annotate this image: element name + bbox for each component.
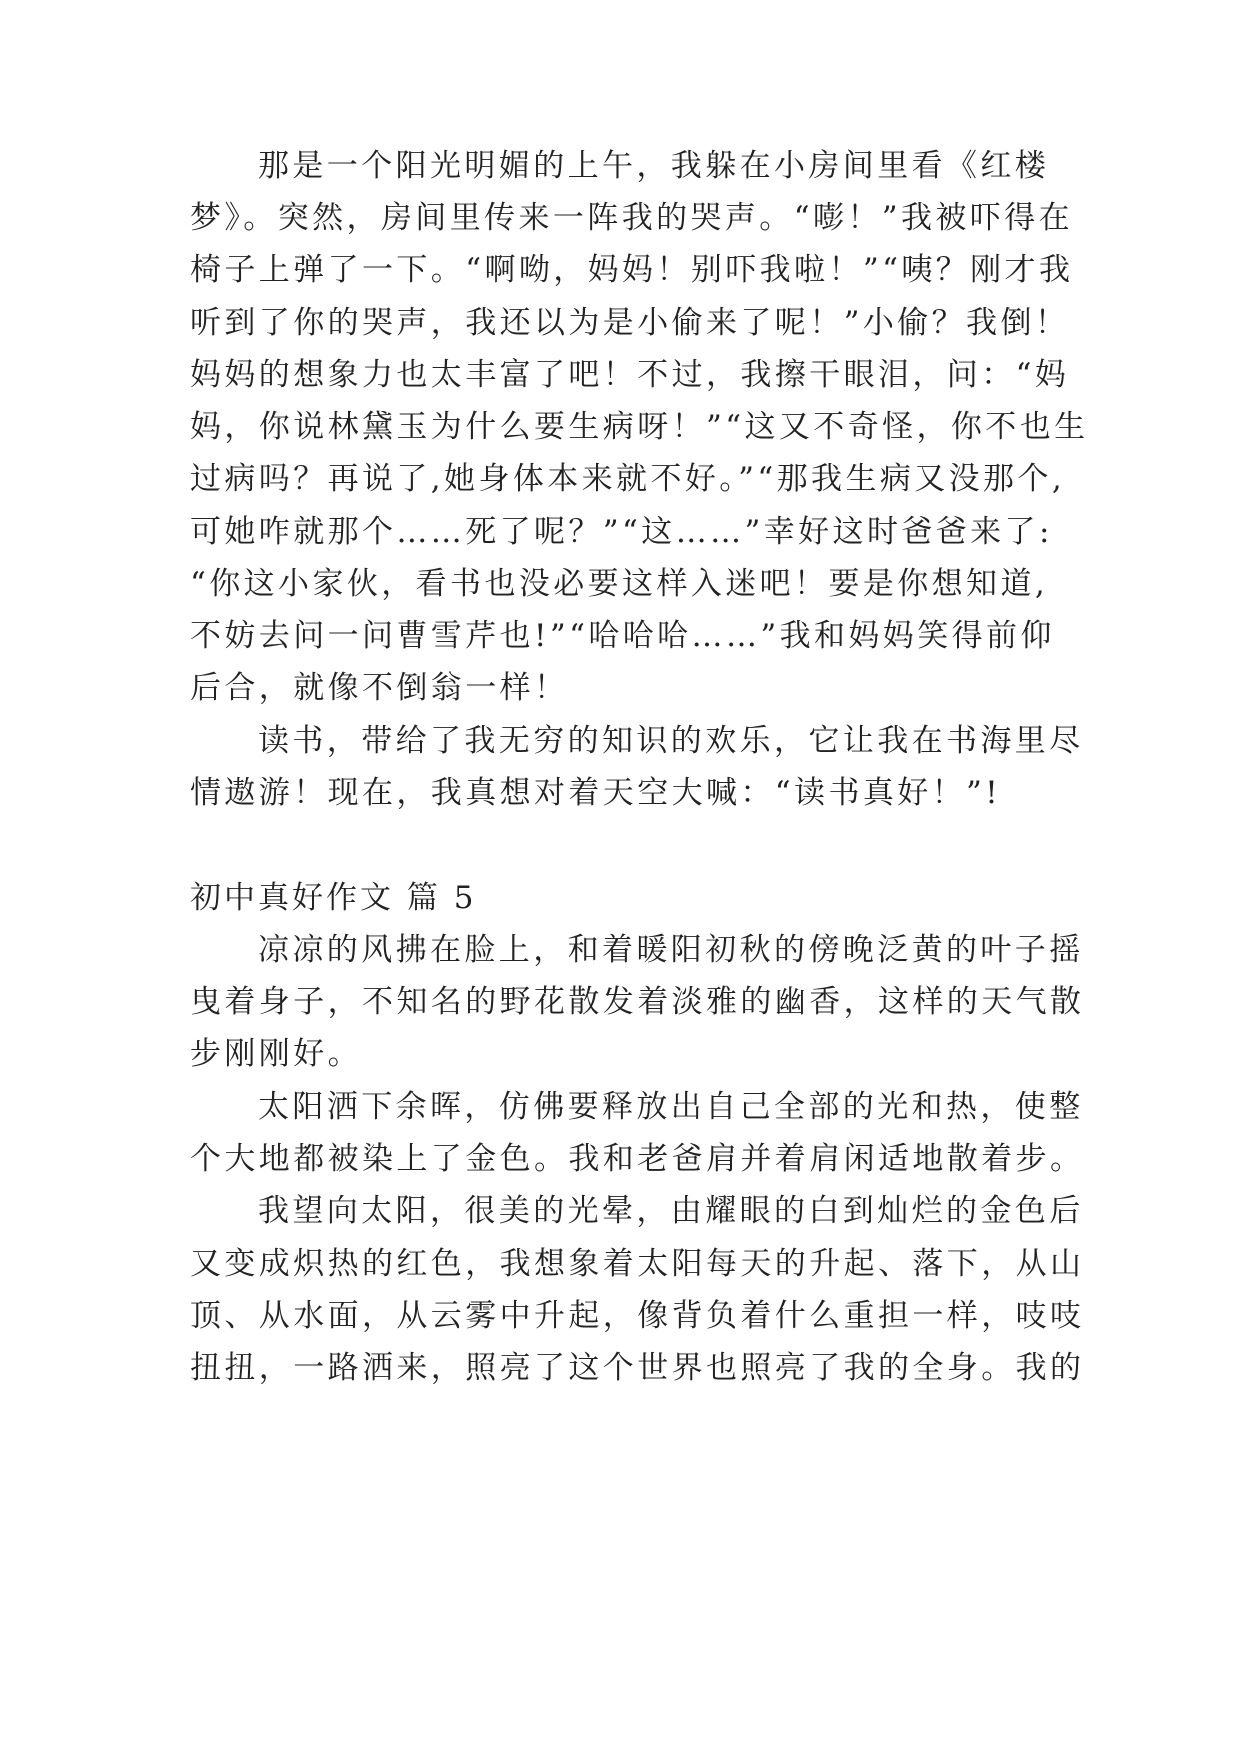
paragraph-line: 凉凉的风拂在脸上，和着暖阳初秋的傍晚泛黄的叶子摇: [258, 932, 1084, 968]
paragraph-line: 听到了你的哭声，我还以为是小偷来了呢！”小偷？我倒！: [190, 305, 1070, 341]
paragraph-line: 太阳洒下余晖，仿佛要释放出自己全部的光和热，使整: [258, 1089, 1084, 1125]
paragraph-line: 曳着身子，不知名的野花散发着淡雅的幽香，这样的天气散: [190, 984, 1085, 1020]
paragraph-line: 扭扭，一路洒来，照亮了这个世界也照亮了我的全身。我的: [190, 1350, 1085, 1386]
paragraph-line: 妈，你说林黛玉为什么要生病呀！”“这又不奇怪，你不也生: [190, 409, 1089, 445]
paragraph-line: 可她咋就那个……死了呢？”“这……”幸好这时爸爸来了:: [190, 514, 1053, 550]
paragraph-line: 又变成炽热的红色，我想象着太阳每天的升起、落下，从山: [190, 1246, 1085, 1282]
paragraph-line: 情遨游！现在，我真想对着天空大喊：“读书真好！”!: [190, 775, 1002, 811]
paragraph-line: 后合，就像不倒翁一样！: [190, 670, 569, 706]
paragraph-line: 妈妈的想象力也太丰富了吧！不过，我擦干眼泪，问：“妈: [190, 357, 1070, 393]
paragraph-line: 那是一个阳光明媚的上午，我躲在小房间里看《红楼: [258, 148, 1050, 184]
paragraph-line: 过病吗？再说了,她身体本来就不好。”“那我生病又没那个,: [190, 461, 1066, 497]
paragraph-line: 读书，带给了我无穷的知识的欢乐，它让我在书海里尽: [258, 723, 1084, 759]
paragraph-line: 个大地都被染上了金色。我和老爸肩并着肩闲适地散着步。: [190, 1141, 1085, 1177]
paragraph-line: 椅子上弹了一下。“啊呦，妈妈！别吓我啦！”“咦？刚才我: [190, 252, 1074, 288]
paragraph-line: 步刚刚好。: [190, 1036, 362, 1072]
paragraph-line: 不妨去问一问曹雪芹也!”“哈哈哈……”我和妈妈笑得前仰: [190, 618, 1055, 654]
paragraph-line: 梦》。突然，房间里传来一阵我的哭声。“嘭！”我被吓得在: [190, 200, 1073, 236]
paragraph-line: 顶、从水面，从云雾中升起，像背负着什么重担一样，吱吱: [190, 1298, 1085, 1334]
paragraph-line: “你这小家伙，看书也没必要这样入迷吧！要是你想知道,: [190, 566, 1049, 602]
section-heading: 初中真好作文 篇 5: [190, 880, 477, 916]
paragraph-line: 我望向太阳，很美的光晕，由耀眼的白到灿烂的金色后: [258, 1193, 1084, 1229]
